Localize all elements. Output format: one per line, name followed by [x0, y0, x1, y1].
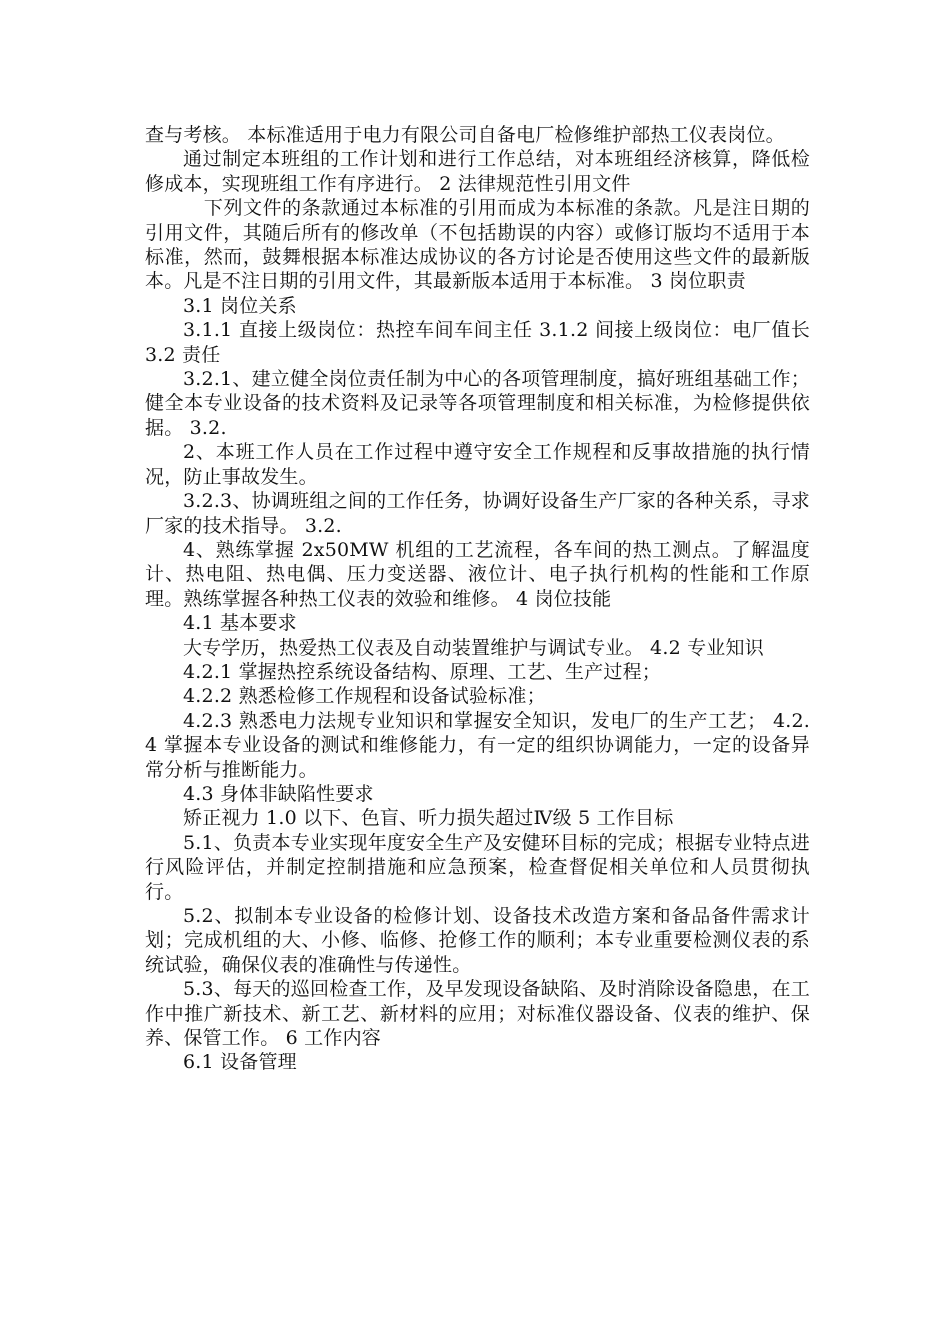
- heading-6-1: 6.1 设备管理: [183, 1051, 297, 1074]
- paragraph-5-2: 5.2、拟制本专业设备的检修计划、设备技术改造方案和备品备件需求计划；完成机组的大、小修、临修、抢修工作的顺利；本专业重要检测仪表的系统试验，确保仪表的准确性与传递性。: [145, 905, 810, 976]
- paragraph-4-3: 矫正视力 1.0 以下、色盲、听力损失超过Ⅳ级 5 工作目标: [183, 807, 674, 830]
- paragraph-4-2-1: 4.2.1 掌握热控系统设备结构、原理、工艺、生产过程；: [183, 660, 661, 683]
- paragraph-4-2-2: 4.2.2 熟悉检修工作规程和设备试验标准；: [183, 685, 546, 708]
- heading-3-1: 3.1 岗位关系: [183, 294, 297, 317]
- paragraph-5-3: 5.3、每天的巡回检查工作，及早发现设备缺陷、及时消除设备隐患，在工作中推广新技术、新工艺、新材料的应用；对标准仪器设备、仪表的维护、保养、保管工作。 6 工作内容: [145, 978, 810, 1050]
- paragraph-purpose: 通过制定本班组的工作计划和进行工作总结，对本班组经济核算，降低检修成本，实现班组工作有序进行。 2 法律规范性引用文件: [145, 148, 810, 195]
- paragraph-scope: 查与考核。 本标准适用于电力有限公司自备电厂检修维护部热工仪表岗位。: [145, 124, 785, 146]
- paragraph-3-1-1: 3.1.1 直接上级岗位：热控车间车间主任 3.1.2 间接上级岗位：电厂值长 3.2 责任: [145, 319, 810, 366]
- heading-4-1: 4.1 基本要求: [183, 612, 297, 635]
- paragraph-5-1: 5.1、负责本专业实现年度安全生产及安健环目标的完成；根据专业特点进行风险评估，并制定控制措施和应急预案，检查督促相关单位和人员贯彻执行。: [145, 831, 810, 903]
- paragraph-3-2-2: 2、本班工作人员在工作过程中遵守安全工作规程和反事故措施的执行情况，防止事故发生。: [145, 441, 810, 488]
- paragraph-4-2-3: 4.2.3 熟悉电力法规专业知识和掌握安全知识，发电厂的生产工艺； 4.2.4 掌握本专业设备的测试和维修能力，有一定的组织协调能力，一定的设备异常分析与推断能力。: [145, 709, 810, 781]
- paragraph-3-2-3: 3.2.3、协调班组之间的工作任务，协调好设备生产厂家的各种关系，寻求厂家的技术指导。 3.2.: [145, 490, 810, 537]
- paragraph-3-2-1: 3.2.1、建立健全岗位责任制为中心的各项管理制度，搞好班组基础工作；健全本专业设备的技术资料及记录等各项管理制度和相关标准，为检修提供依据。 3.2.: [145, 368, 810, 439]
- paragraph-references: 下列文件的条款通过本标准的引用而成为本标准的条款。凡是注日期的引用文件，其随后所有的修改单（不包括勘误的内容）或修订版均不适用于本标准，然而，鼓舞根据本标准达成协议的各方讨论是否使用这些文件的最新版本。凡是不注日期的引用文件，其最新版本适用于本标准。 3 岗位职责: [145, 197, 810, 293]
- paragraph-3-2-4: 4、熟练掌握 2x50MW 机组的工艺流程，各车间的热工测点。了解温度计、热电阻、热电偶、压力变送器、液位计、电子执行机构的性能和工作原理。熟练掌握各种热工仪表的效验和维修。 4 岗位技能: [145, 538, 810, 610]
- heading-4-3: 4.3 身体非缺陷性要求: [183, 782, 374, 805]
- paragraph-4-1: 大专学历，热爱热工仪表及自动装置维护与调试专业。 4.2 专业知识: [183, 636, 764, 659]
- document-body: [145, 123, 810, 1075]
